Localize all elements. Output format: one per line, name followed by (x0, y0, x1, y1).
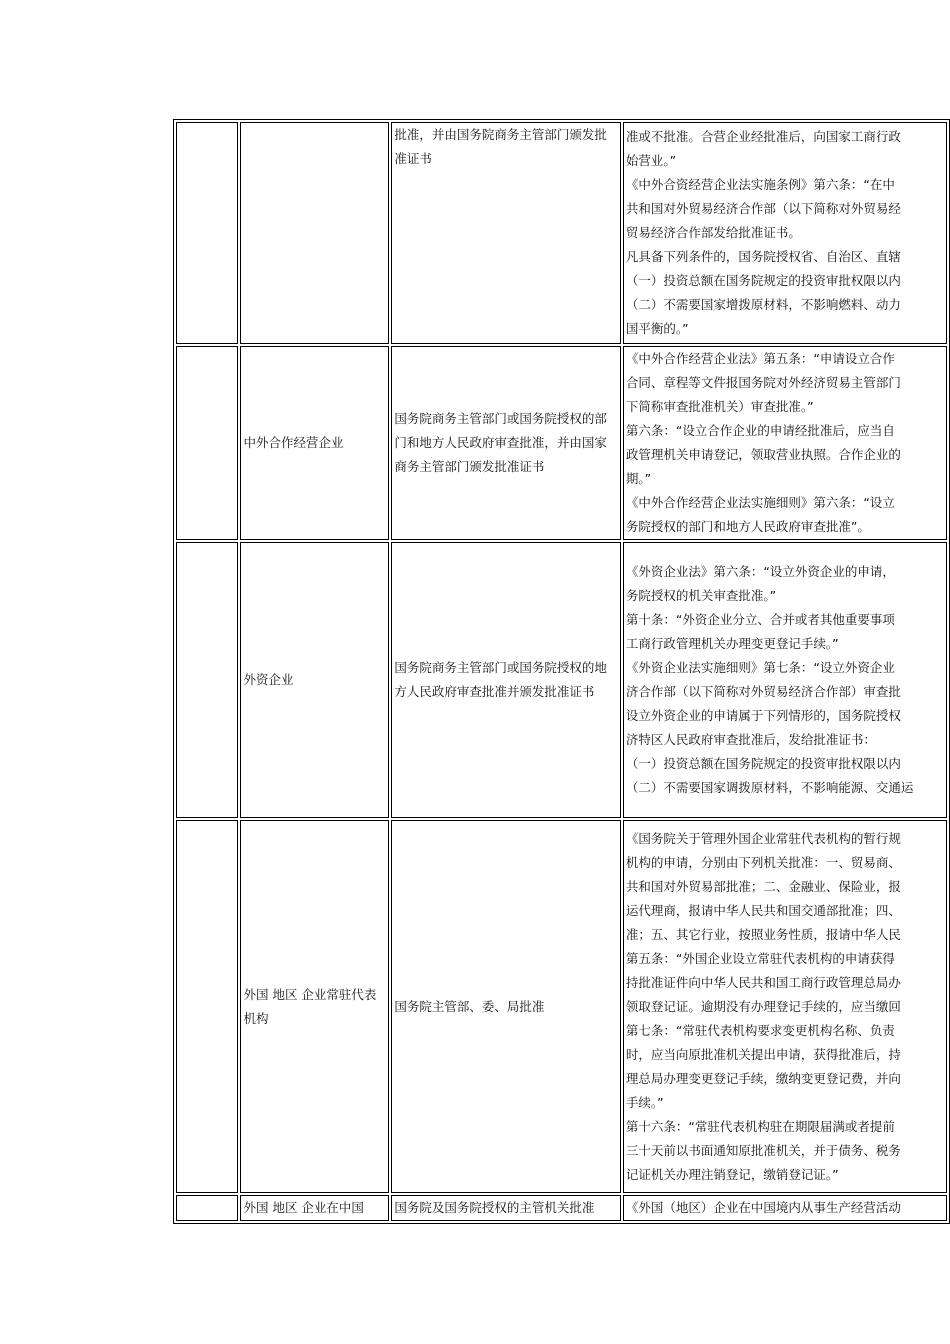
table-row (176, 122, 947, 344)
legal-basis-line: 共和国对外贸易经济合作部（以下简称对外贸易经 (625, 201, 901, 216)
enterprise-type-cell: 外国 地区 企业常驻代表机构 (240, 820, 389, 1193)
legal-basis-line: 第十六条：“常驻代表机构驻在期限届满或者提前 (625, 1118, 895, 1134)
legal-basis-line: 手续。” (625, 1094, 664, 1110)
legal-basis-line: 政管理机关申请登记，领取营业执照。合作企业的 (625, 447, 901, 462)
legal-basis-line: 凡具备下列条件的，国务院授权省、自治区、直辖 (625, 249, 901, 264)
legal-basis-cell (623, 346, 947, 540)
legal-basis-line: 《中外合资经营企业法实施条例》第六条：“在中 (625, 177, 895, 192)
legal-basis-line: 《中外合作经营企业法》第五条：“申请设立合作 (625, 351, 895, 366)
legal-basis-line: 三十天前以书面通知原批准机关，并于债务、税务 (625, 1142, 901, 1158)
row-index-cell (176, 542, 238, 818)
legal-basis-line: （二）不需要国家调拨原材料，不影响能源、交通运 (625, 780, 914, 795)
legal-basis-line: 合同、章程等文件报国务院对外经济贸易主管部门 (625, 375, 901, 390)
approval-authority-cell: 国务院主管部、委、局批准 (391, 820, 621, 1193)
legal-basis-line: 国平衡的。” (625, 321, 689, 336)
table-row (176, 820, 947, 1193)
legal-basis-line: 济合作部（以下简称对外贸易经济合作部）审查批 (625, 684, 901, 699)
legal-basis-line: 《中外合作经营企业法实施细则》第六条：“设立 (625, 495, 895, 510)
legal-basis-line: 运代理商，报请中华人民共和国交通部批准；四、 (625, 902, 901, 918)
legal-basis-line: 《国务院关于管理外国企业常驻代表机构的暂行规 (625, 830, 901, 846)
legal-basis-line: 第七条：“常驻代表机构要求变更机构名称、负责 (625, 1022, 895, 1038)
row-index-cell (176, 346, 238, 540)
legal-basis-cell (623, 1195, 947, 1221)
legal-basis-line: 《外资企业法实施细则》第七条：“设立外资企业 (625, 660, 895, 675)
legal-basis-line: 《外国（地区）企业在中国境内从事生产经营活动 (625, 1200, 901, 1215)
legal-basis-line: 始营业。” (625, 153, 677, 168)
legal-basis-line: 务院授权的机关审查批准。” (625, 588, 777, 603)
table-row (176, 346, 947, 540)
legal-basis-line: 期。” (625, 471, 652, 486)
legal-basis-line: 准或不批准。合营企业经批准后，向国家工商行政 (625, 129, 901, 144)
regulation-table (173, 119, 950, 1224)
table-row (176, 1195, 947, 1221)
legal-basis-line: 第五条：“外国企业设立常驻代表机构的申请获得 (625, 950, 895, 966)
legal-basis-line: 济特区人民政府审查批准后，发给批准证书： (625, 732, 876, 747)
legal-basis-cell (623, 820, 947, 1193)
legal-basis-line: （二）不需要国家增拨原材料，不影响燃料、动力 (625, 297, 901, 312)
legal-basis-line: 《外资企业法》第六条：“设立外资企业的申请， (625, 564, 895, 579)
legal-basis-line: 领取登记证。逾期没有办理登记手续的，应当缴回 (625, 998, 901, 1014)
legal-basis-cell (623, 542, 947, 818)
row-index-cell (176, 820, 238, 1193)
row-index-cell (176, 1195, 238, 1221)
legal-basis-line: （一）投资总额在国务院规定的投资审批权限以内 (625, 273, 901, 288)
legal-basis-line: 设立外资企业的申请属于下列情形的，国务院授权 (625, 708, 901, 723)
approval-authority-cell: 国务院商务主管部门或国务院授权的部门和地方人民政府审查批准，并由国家商务主管部门颁发批准证书 (391, 346, 621, 540)
legal-basis-line: 记证机关办理注销登记，缴销登记证。” (625, 1166, 839, 1182)
legal-basis-line: 下简称审查批准机关）审查批准。” (625, 399, 814, 414)
table-row (176, 542, 947, 818)
legal-basis-line: （一）投资总额在国务院规定的投资审批权限以内 (625, 756, 901, 771)
legal-basis-line: 务院授权的部门和地方人民政府审查批准”。 (625, 519, 870, 534)
legal-basis-line: 工商行政管理机关办理变更登记手续。” (625, 636, 839, 651)
legal-basis-cell (623, 122, 947, 344)
row-index-cell (176, 122, 238, 344)
legal-basis-line: 第六条：“设立合作企业的申请经批准后，应当自 (625, 423, 895, 438)
enterprise-type-cell: 外资企业 (240, 542, 389, 818)
legal-basis-line: 机构的申请，分别由下列机关批准：一、贸易商、 (625, 854, 901, 870)
approval-authority-cell: 国务院及国务院授权的主管机关批准 (391, 1195, 621, 1221)
enterprise-type-cell: 中外合作经营企业 (240, 346, 389, 540)
legal-basis-line: 理总局办理变更登记手续，缴纳变更登记费，并向 (625, 1070, 901, 1086)
legal-basis-line: 时，应当向原批准机关提出申请，获得批准后，持 (625, 1046, 901, 1062)
legal-basis-line: 准；五、其它行业，按照业务性质，报请中华人民 (625, 926, 901, 942)
approval-authority-cell: 国务院商务主管部门或国务院授权的地方人民政府审查批准并颁发批准证书 (391, 542, 621, 818)
legal-basis-line: 第十条：“外资企业分立、合并或者其他重要事项 (625, 612, 895, 627)
legal-basis-line: 贸易经济合作部发给批准证书。 (625, 225, 801, 240)
approval-authority-cell: 批准，并由国务院商务主管部门颁发批准证书 (391, 122, 621, 344)
legal-basis-line: 共和国对外贸易部批准；二、金融业、保险业，报 (625, 878, 901, 894)
legal-basis-line: 持批准证件向中华人民共和国工商行政管理总局办 (625, 974, 901, 990)
enterprise-type-cell (240, 122, 389, 344)
enterprise-type-cell: 外国 地区 企业在中国 (240, 1195, 389, 1221)
table-body (176, 122, 947, 1221)
